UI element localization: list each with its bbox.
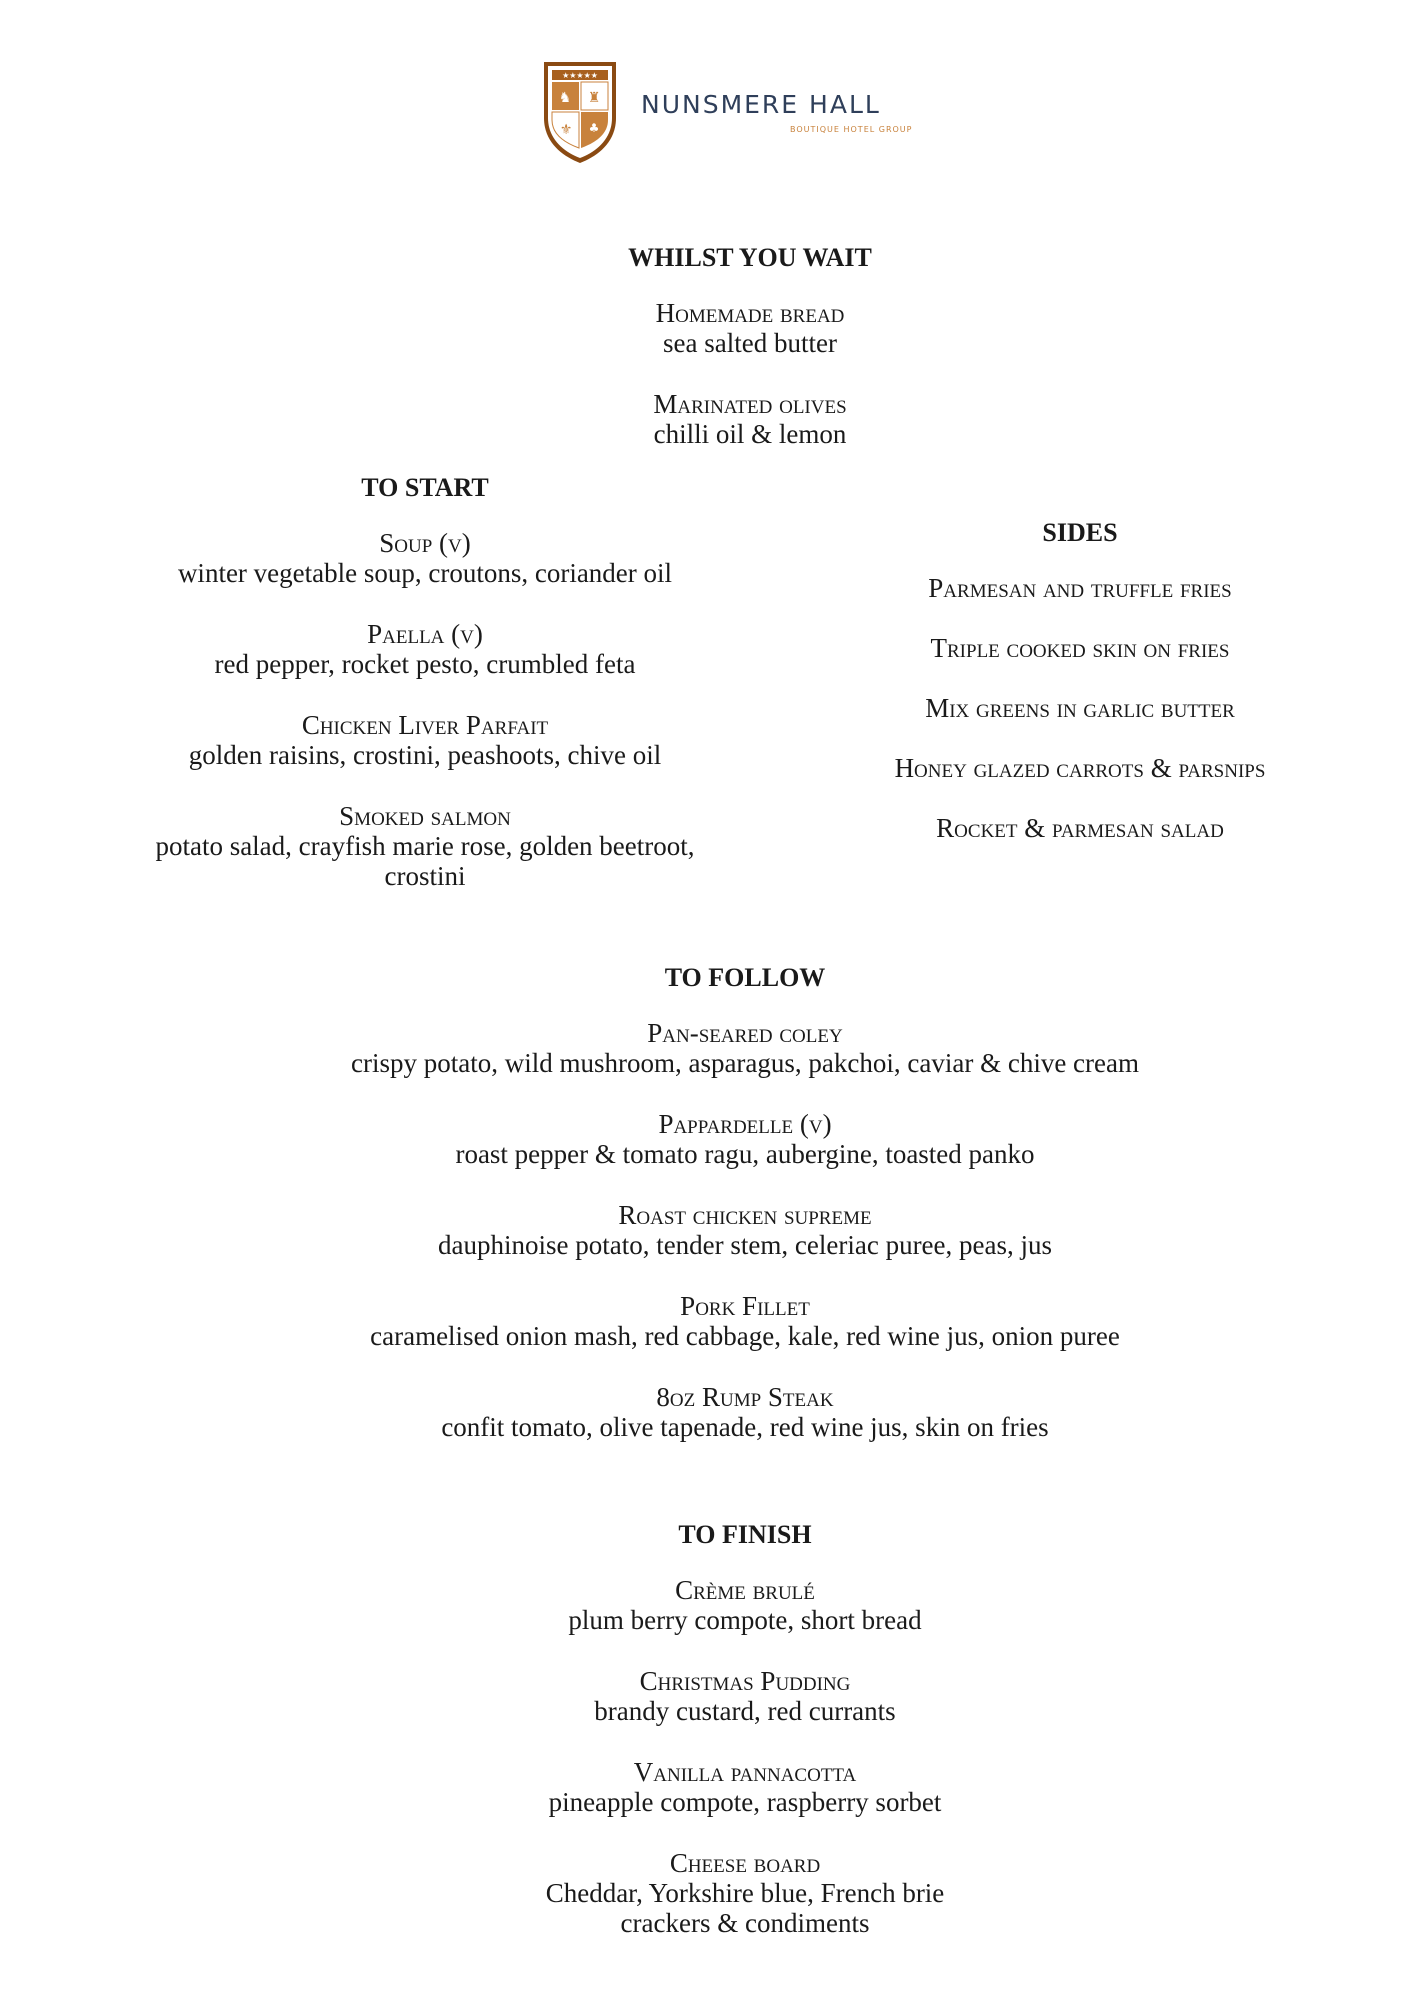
dish-description: chilli oil & lemon	[653, 419, 847, 449]
dish-name: Marinated olives	[653, 389, 847, 419]
menu-item	[250, 1200, 1240, 1260]
dish-description: potato salad, crayfish marie rose, golden beetroot, crostini	[155, 831, 695, 891]
menu-item	[250, 1018, 1240, 1078]
section-heading: TO FOLLOW	[664, 963, 826, 992]
side-item	[800, 753, 1360, 783]
dish-description: crispy potato, wild mushroom, asparagus, pakchoi, caviar & chive cream	[350, 1048, 1139, 1078]
dish-name: Cheese board	[669, 1848, 821, 1878]
svg-text:★★★★★: ★★★★★	[562, 71, 598, 80]
menu-item	[450, 1848, 1040, 1938]
dish-name: Roast chicken supreme	[618, 1200, 872, 1230]
brand-subtitle: BOUTIQUE HOTEL GROUP	[790, 125, 913, 134]
dish-description: winter vegetable soup, croutons, coriander oil	[177, 558, 673, 588]
dish-name: Crème brulé	[675, 1575, 815, 1605]
dish-name: Homemade bread	[655, 298, 845, 328]
to-finish-section	[450, 1520, 1040, 1969]
section-heading: WHILST YOU WAIT	[628, 243, 872, 272]
menu-item	[450, 1666, 1040, 1726]
dish-description: golden raisins, crostini, peashoots, chive oil	[188, 740, 662, 770]
section-heading: TO START	[361, 473, 489, 502]
dish-description: brandy custard, red currants	[594, 1696, 896, 1726]
dish-description: pineapple compote, raspberry sorbet	[548, 1787, 942, 1817]
side-item	[800, 813, 1360, 843]
section-heading: TO FINISH	[678, 1520, 812, 1549]
dish-name: Pork Fillet	[680, 1291, 810, 1321]
dish-description: roast pepper & tomato ragu, aubergine, toasted panko	[455, 1139, 1035, 1169]
brand-name: NUNSMERE HALL	[641, 90, 881, 119]
shield-crest-icon	[540, 60, 620, 165]
side-name: Parmesan and truffle fries	[928, 573, 1232, 603]
to-start-section	[110, 473, 740, 922]
dish-name: Paella (v)	[367, 619, 483, 649]
side-item	[800, 633, 1360, 663]
menu-item	[110, 619, 740, 679]
menu-item	[450, 1757, 1040, 1817]
menu-item	[500, 389, 1000, 449]
dish-name: Smoked salmon	[339, 801, 511, 831]
sides-section	[800, 518, 1360, 873]
side-item	[800, 573, 1360, 603]
menu-item	[250, 1382, 1240, 1442]
side-name: Rocket & parmesan salad	[936, 813, 1224, 843]
svg-text:⚜: ⚜	[559, 122, 573, 138]
menu-item	[110, 528, 740, 588]
svg-text:♣: ♣	[588, 121, 600, 135]
side-name: Honey glazed carrots & parsnips	[894, 753, 1266, 783]
dish-description: plum berry compote, short bread	[568, 1605, 922, 1635]
dish-description: red pepper, rocket pesto, crumbled feta	[214, 649, 636, 679]
menu-item	[110, 801, 740, 891]
dish-name: 8oz Rump Steak	[656, 1382, 834, 1412]
dish-name: Vanilla pannacotta	[633, 1757, 857, 1787]
menu-item	[110, 710, 740, 770]
whilst-you-wait-section	[500, 243, 1000, 480]
to-follow-section	[250, 963, 1240, 1473]
dish-description: Cheddar, Yorkshire blue, French brie	[545, 1878, 945, 1908]
menu-item	[250, 1109, 1240, 1169]
side-name: Triple cooked skin on fries	[930, 633, 1230, 663]
svg-text:♞: ♞	[558, 90, 572, 106]
dish-name: Soup (v)	[379, 528, 471, 558]
section-heading: SIDES	[1042, 518, 1118, 547]
side-item	[800, 693, 1360, 723]
dish-name: Chicken Liver Parfait	[301, 710, 549, 740]
dish-name: Pappardelle (v)	[658, 1109, 832, 1139]
menu-item	[450, 1575, 1040, 1635]
dish-description: caramelised onion mash, red cabbage, kale, red wine jus, onion puree	[370, 1321, 1120, 1351]
dish-description: sea salted butter	[663, 328, 837, 358]
dish-name: Christmas Pudding	[639, 1666, 851, 1696]
menu-item	[250, 1291, 1240, 1351]
menu-item	[500, 298, 1000, 358]
dish-description: dauphinoise potato, tender stem, celeriac puree, peas, jus	[437, 1230, 1053, 1260]
hotel-logo	[540, 60, 940, 165]
dish-name: Pan-seared coley	[647, 1018, 843, 1048]
side-name: Mix greens in garlic butter	[925, 693, 1235, 723]
dish-description: confit tomato, olive tapenade, red wine jus, skin on fries	[441, 1412, 1049, 1442]
svg-text:♜: ♜	[587, 90, 601, 106]
dish-description-extra: crackers & condiments	[620, 1908, 870, 1938]
